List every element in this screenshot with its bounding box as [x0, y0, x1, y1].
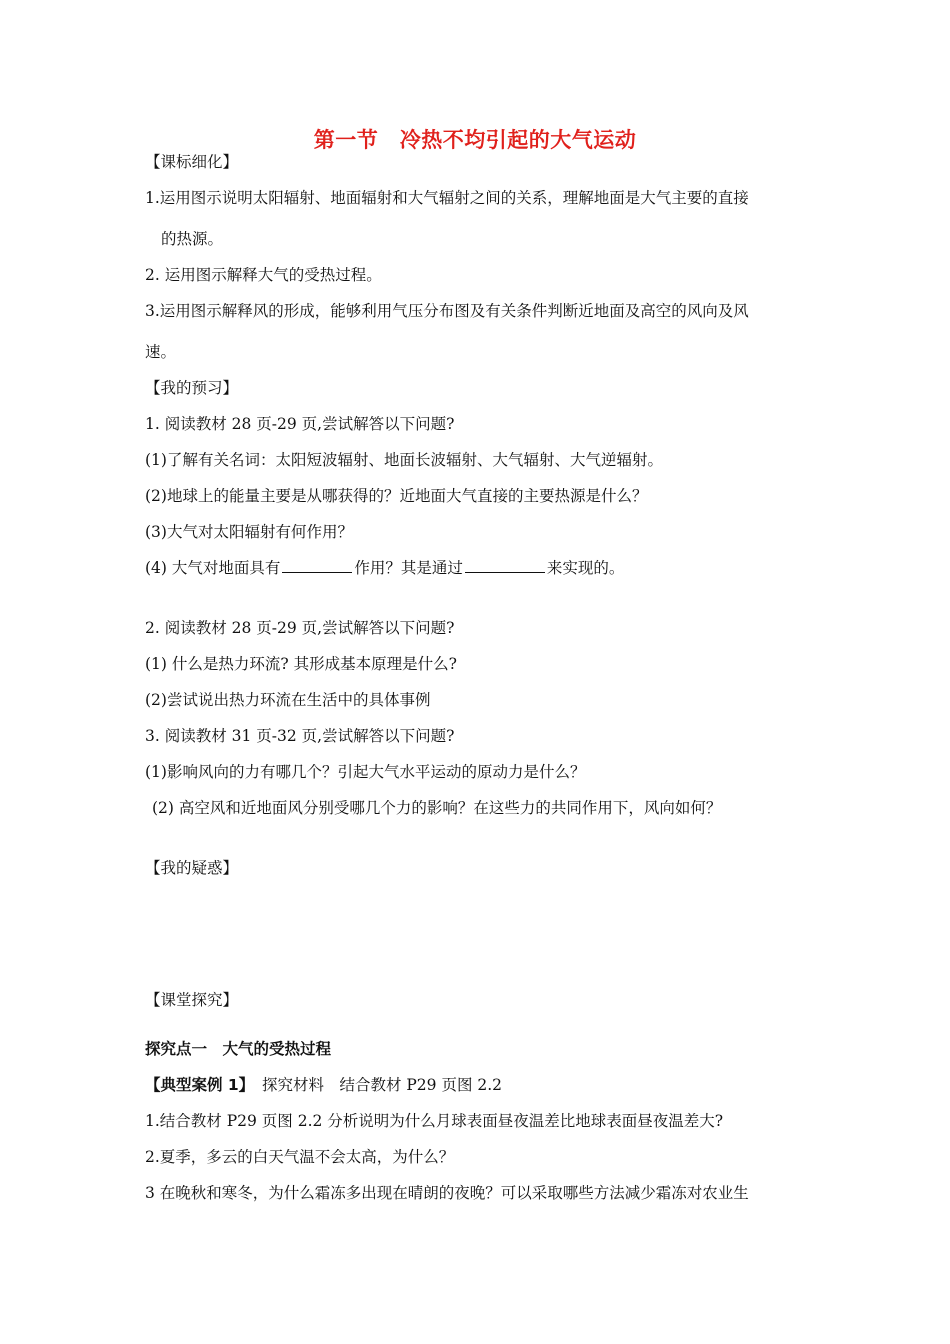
class-heading: 【课堂探究】 — [145, 991, 239, 1009]
preview-item-3-1: (1)影响风向的力有哪几个？引起大气水平运动的原动力是什么？ — [145, 763, 586, 781]
curriculum-item-1: 1.运用图示说明太阳辐射、地面辐射和大气辐射之间的关系，理解地面是大气主要的直接 — [145, 189, 749, 207]
question-2: 2.夏季，多云的白天气温不会太高，为什么？ — [145, 1148, 455, 1166]
case-1 — [145, 1075, 502, 1095]
case-1-text: 探究材料 结合教材 P29 页图 2.2 — [246, 1076, 503, 1094]
preview-item-1-3: (3)大气对太阳辐射有何作用？ — [145, 523, 353, 541]
curriculum-item-2: 2. 运用图示解释大气的受热过程。 — [145, 266, 382, 284]
preview-item-1-1: (1)了解有关名词：太阳短波辐射、地面长波辐射、大气辐射、大气逆辐射。 — [145, 451, 663, 469]
preview-item-1-4-part-c: 来实现的。 — [546, 559, 625, 577]
preview-item-2: 2. 阅读教材 28 页-29 页,尝试解答以下问题? — [145, 619, 455, 637]
curriculum-item-3-cont: 速。 — [145, 343, 177, 361]
preview-heading: 【我的预习】 — [145, 379, 239, 397]
preview-item-1-4-part-a: (4) 大气对地面具有 — [145, 559, 281, 577]
curriculum-heading: 【课标细化】 — [145, 153, 239, 171]
preview-item-3-2: (2) 高空风和近地面风分别受哪几个力的影响？在这些力的共同作用下，风向如何？ — [152, 799, 722, 817]
curriculum-item-3: 3.运用图示解释风的形成，能够利用气压分布图及有关条件判断近地面及高空的风向及风 — [145, 302, 749, 320]
question-1: 1.结合教材 P29 页图 2.2 分析说明为什么月球表面昼夜温差比地球表面昼夜温差大? — [145, 1112, 724, 1130]
question-3: 3 在晚秋和寒冬，为什么霜冻多出现在晴朗的夜晚？可以采取哪些方法减少霜冻对农业生 — [145, 1184, 749, 1202]
doubt-heading: 【我的疑惑】 — [145, 859, 239, 877]
preview-item-1-4-part-b: 作用？其是通过 — [354, 559, 463, 577]
preview-item-1-2: (2)地球上的能量主要是从哪获得的？近地面大气直接的主要热源是什么？ — [145, 487, 648, 505]
preview-item-3: 3. 阅读教材 31 页-32 页,尝试解答以下问题? — [145, 727, 455, 745]
preview-item-1: 1. 阅读教材 28 页-29 页,尝试解答以下问题? — [145, 415, 455, 433]
fill-blank-1[interactable] — [282, 558, 352, 573]
preview-item-1-4 — [145, 558, 624, 578]
fill-blank-2[interactable] — [465, 558, 545, 573]
preview-item-2-1: (1) 什么是热力环流? 其形成基本原理是什么? — [145, 655, 457, 673]
curriculum-item-1-cont: 的热源。 — [161, 230, 224, 248]
case-1-label: 【典型案例 1】 — [145, 1076, 247, 1094]
page-title: 第一节 冷热不均引起的大气运动 — [313, 128, 637, 152]
explore-point-1: 探究点一 大气的受热过程 — [145, 1040, 332, 1058]
preview-item-2-2: (2)尝试说出热力环流在生活中的具体事例 — [145, 691, 431, 709]
